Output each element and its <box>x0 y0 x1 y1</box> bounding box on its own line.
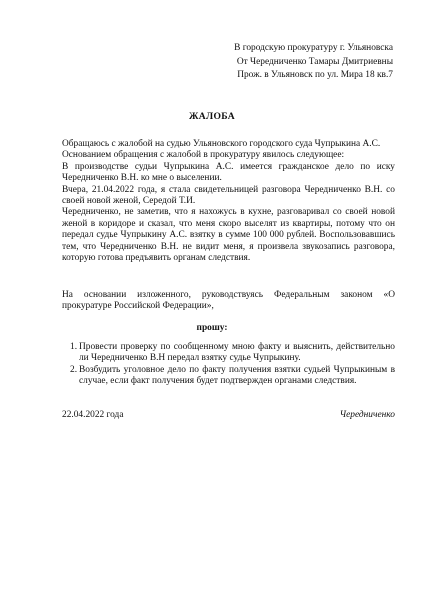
document-title: ЖАЛОБА <box>189 111 235 122</box>
addressee-block <box>234 42 393 83</box>
request-heading: прошу: <box>196 323 228 333</box>
legal-basis-text: На основании изложенного, руководствуясь Федеральным законом «О прокуратуре Российской Федерации», <box>62 290 395 312</box>
addressee-line-2: От Чередниченко Тамары Дмитриевны <box>236 56 393 67</box>
paragraph-legal-basis <box>62 290 395 313</box>
request-text: Возбудить уголовное дело по факту получения взятки судьей Чупрыкиным в случае, если факт получения будет подтвержден органами следствия. <box>79 364 395 387</box>
paragraph-bribe: Чередниченко, не заметив, что я нахожусь в кухне, разговаривал со своей новой женой в коридоре и сказал, что меня скоро выселят из квартиры, потому что он передал судье Чупрыкину А.С. взятку в сумме 100 000 рублей. Воспользовавшись тем, что Чередниченко В.Н. не видит меня, я произвела звукозапись разговора, которую готова предъявить органам следствия. <box>62 207 395 264</box>
request-number: 1. <box>70 342 78 352</box>
addressee-line-3: Прож. в Ульяновск по ул. Мира 18 кв.7 <box>237 70 393 80</box>
paragraph-witness: Вчера, 21.04.2022 года, я стала свидетельницей разговора Чередниченко В.Н. со своей новой женой, Середой Т.И. <box>62 184 395 207</box>
addressee-line-1: В городскую прокуратуру г. Ульяновска <box>234 43 393 53</box>
signature: Чередниченко <box>339 410 395 420</box>
document-date: 22.04.2022 года <box>62 410 124 420</box>
request-item <box>62 342 395 365</box>
request-text: Провести проверку по сообщенному мною факту и выяснить, действительно ли Чередниченко В.Н передал взятку судье Чупрыкину. <box>79 342 395 364</box>
paragraph-case: В производстве судьи Чупрыкина А.С. имеется гражданское дело по иску Чередниченко В.Н. ко мне о выселении. <box>62 161 395 184</box>
paragraph-intro: Обращаюсь с жалобой на судью Ульяновского городского суда Чупрыкина А.С. <box>62 139 381 149</box>
paragraph-grounds: Основанием обращения с жалобой в прокуратуру явилось следующее: <box>62 150 345 161</box>
request-item <box>62 365 395 388</box>
request-number: 2. <box>70 364 78 375</box>
complaint-body <box>62 139 395 264</box>
request-list <box>62 342 395 388</box>
